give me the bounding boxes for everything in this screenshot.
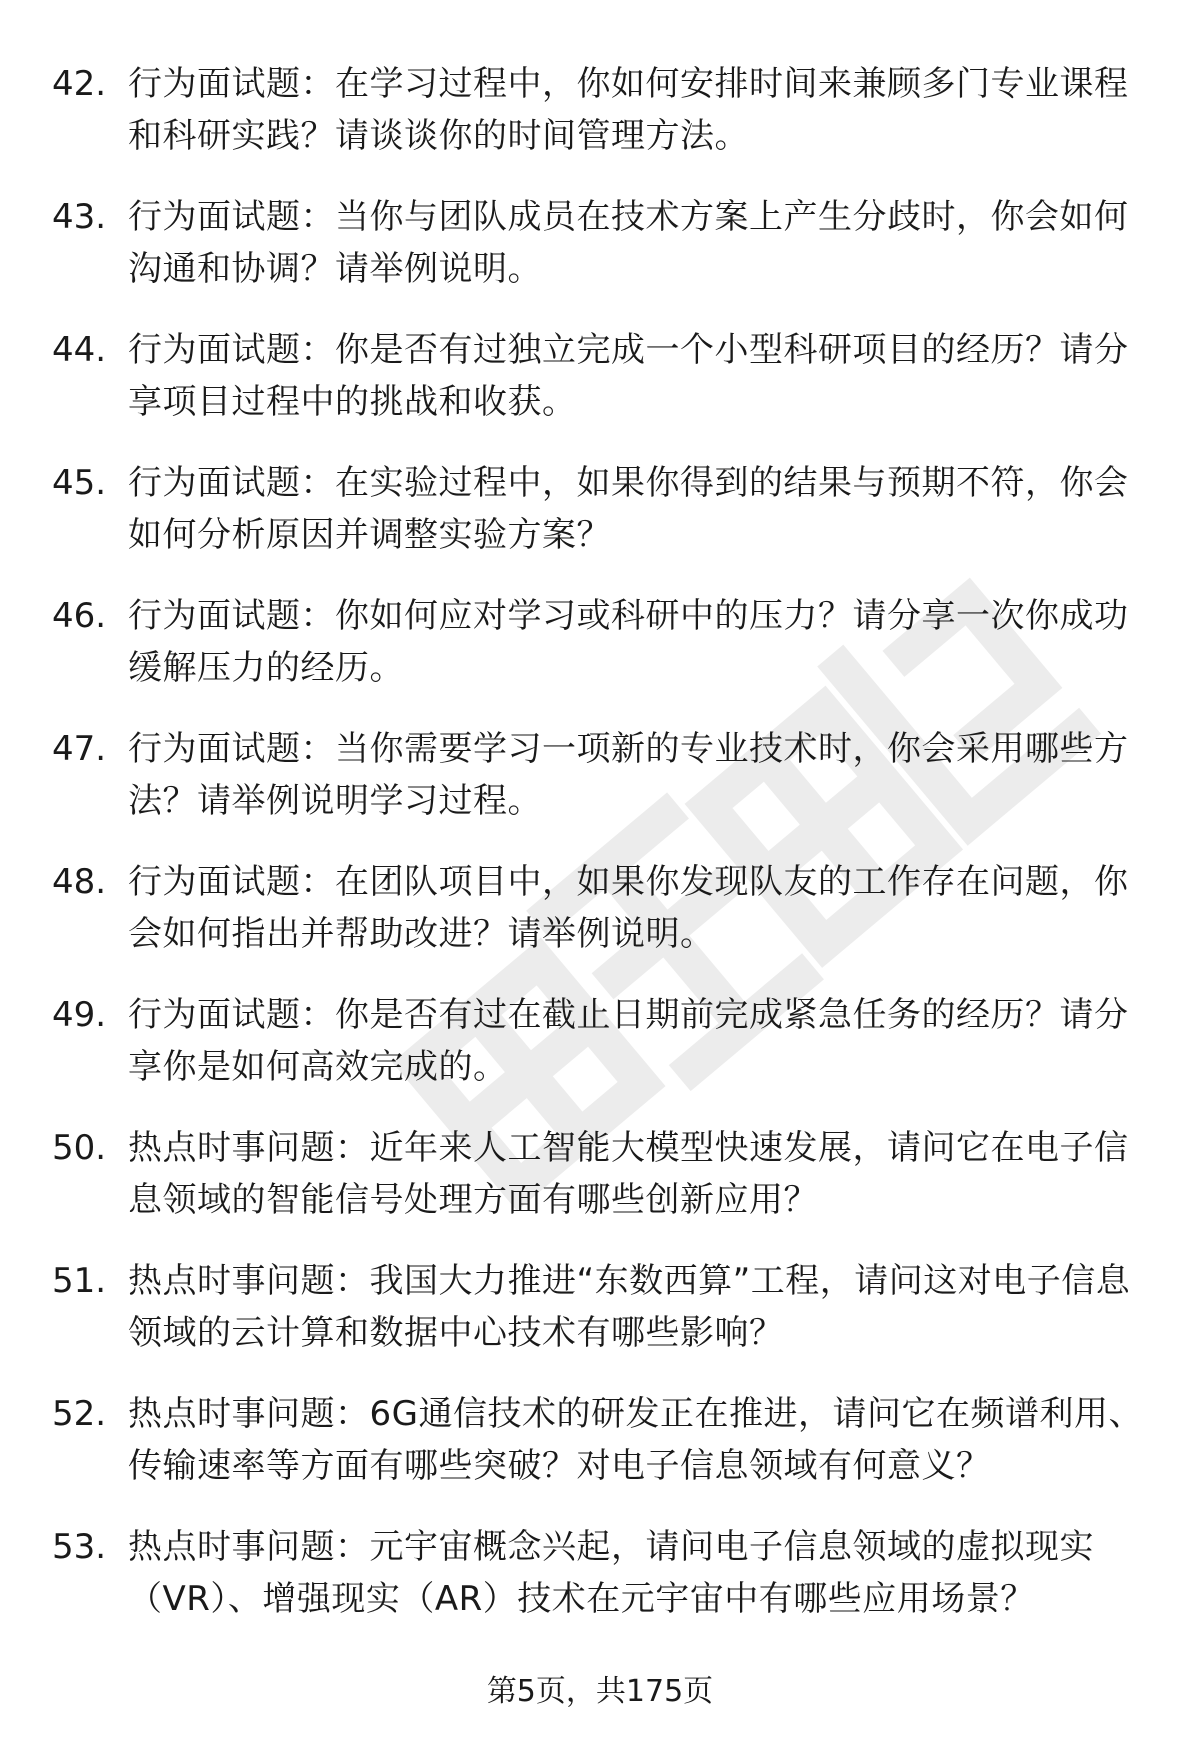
question-number: 43.: [52, 197, 107, 237]
question-item: [52, 324, 1152, 457]
question-text: 行为面试题：在学习过程中，你如何安排时间来兼顾多门专业课程和科研实践？请谈谈你的时间管理方法。: [128, 64, 1129, 156]
question-number: 49.: [52, 995, 107, 1035]
question-text: 行为面试题：你是否有过独立完成一个小型科研项目的经历？请分享项目过程中的挑战和收获。: [128, 330, 1129, 422]
question-item: [52, 1388, 1152, 1521]
question-text: 行为面试题：在团队项目中，如果你发现队友的工作存在问题，你会如何指出并帮助改进？请举例说明。: [128, 862, 1129, 954]
question-number: 48.: [52, 862, 107, 902]
question-item: [52, 1255, 1152, 1388]
page-footer: 第5页，共175页: [486, 1674, 714, 1709]
question-item: [52, 191, 1152, 324]
question-number: 52.: [52, 1394, 107, 1434]
question-item: [52, 58, 1152, 191]
question-number: 44.: [52, 330, 107, 370]
question-text: 行为面试题：当你与团队成员在技术方案上产生分歧时，你会如何沟通和协调？请举例说明。: [128, 197, 1129, 289]
question-text: 行为面试题：你如何应对学习或科研中的压力？请分享一次你成功缓解压力的经历。: [128, 596, 1129, 688]
question-number: 53.: [52, 1527, 107, 1567]
question-text: 行为面试题：在实验过程中，如果你得到的结果与预期不符，你会如何分析原因并调整实验方案？: [128, 463, 1129, 555]
question-number: 50.: [52, 1128, 107, 1168]
question-text: 热点时事问题：近年来人工智能大模型快速发展，请问它在电子信息领域的智能信号处理方面有哪些创新应用？: [128, 1128, 1129, 1220]
question-item: [52, 989, 1152, 1122]
question-text: 行为面试题：你是否有过在截止日期前完成紧急任务的经历？请分享你是如何高效完成的。: [128, 995, 1129, 1087]
question-text: 行为面试题：当你需要学习一项新的专业技术时，你会采用哪些方法？请举例说明学习过程。: [128, 729, 1129, 821]
question-text: 热点时事问题：元宇宙概念兴起，请问电子信息领域的虚拟现实（VR）、增强现实（AR）技术在元宇宙中有哪些应用场景？: [128, 1527, 1094, 1619]
question-text: 热点时事问题：6G通信技术的研发正在推进，请问它在频谱利用、传输速率等方面有哪些突破？对电子信息领域有何意义？: [128, 1394, 1143, 1486]
question-number: 46.: [52, 596, 107, 636]
question-number: 45.: [52, 463, 107, 503]
question-item: [52, 1521, 1152, 1654]
question-item: [52, 590, 1152, 723]
question-number: 47.: [52, 729, 107, 769]
question-item: [52, 856, 1152, 989]
question-item: [52, 457, 1152, 590]
question-item: [52, 723, 1152, 856]
question-number: 51.: [52, 1261, 107, 1301]
question-number: 42.: [52, 64, 107, 104]
question-list: [52, 58, 1152, 1654]
question-text: 热点时事问题：我国大力推进“东数西算”工程，请问这对电子信息领域的云计算和数据中心技术有哪些影响？: [128, 1261, 1131, 1353]
question-item: [52, 1122, 1152, 1255]
